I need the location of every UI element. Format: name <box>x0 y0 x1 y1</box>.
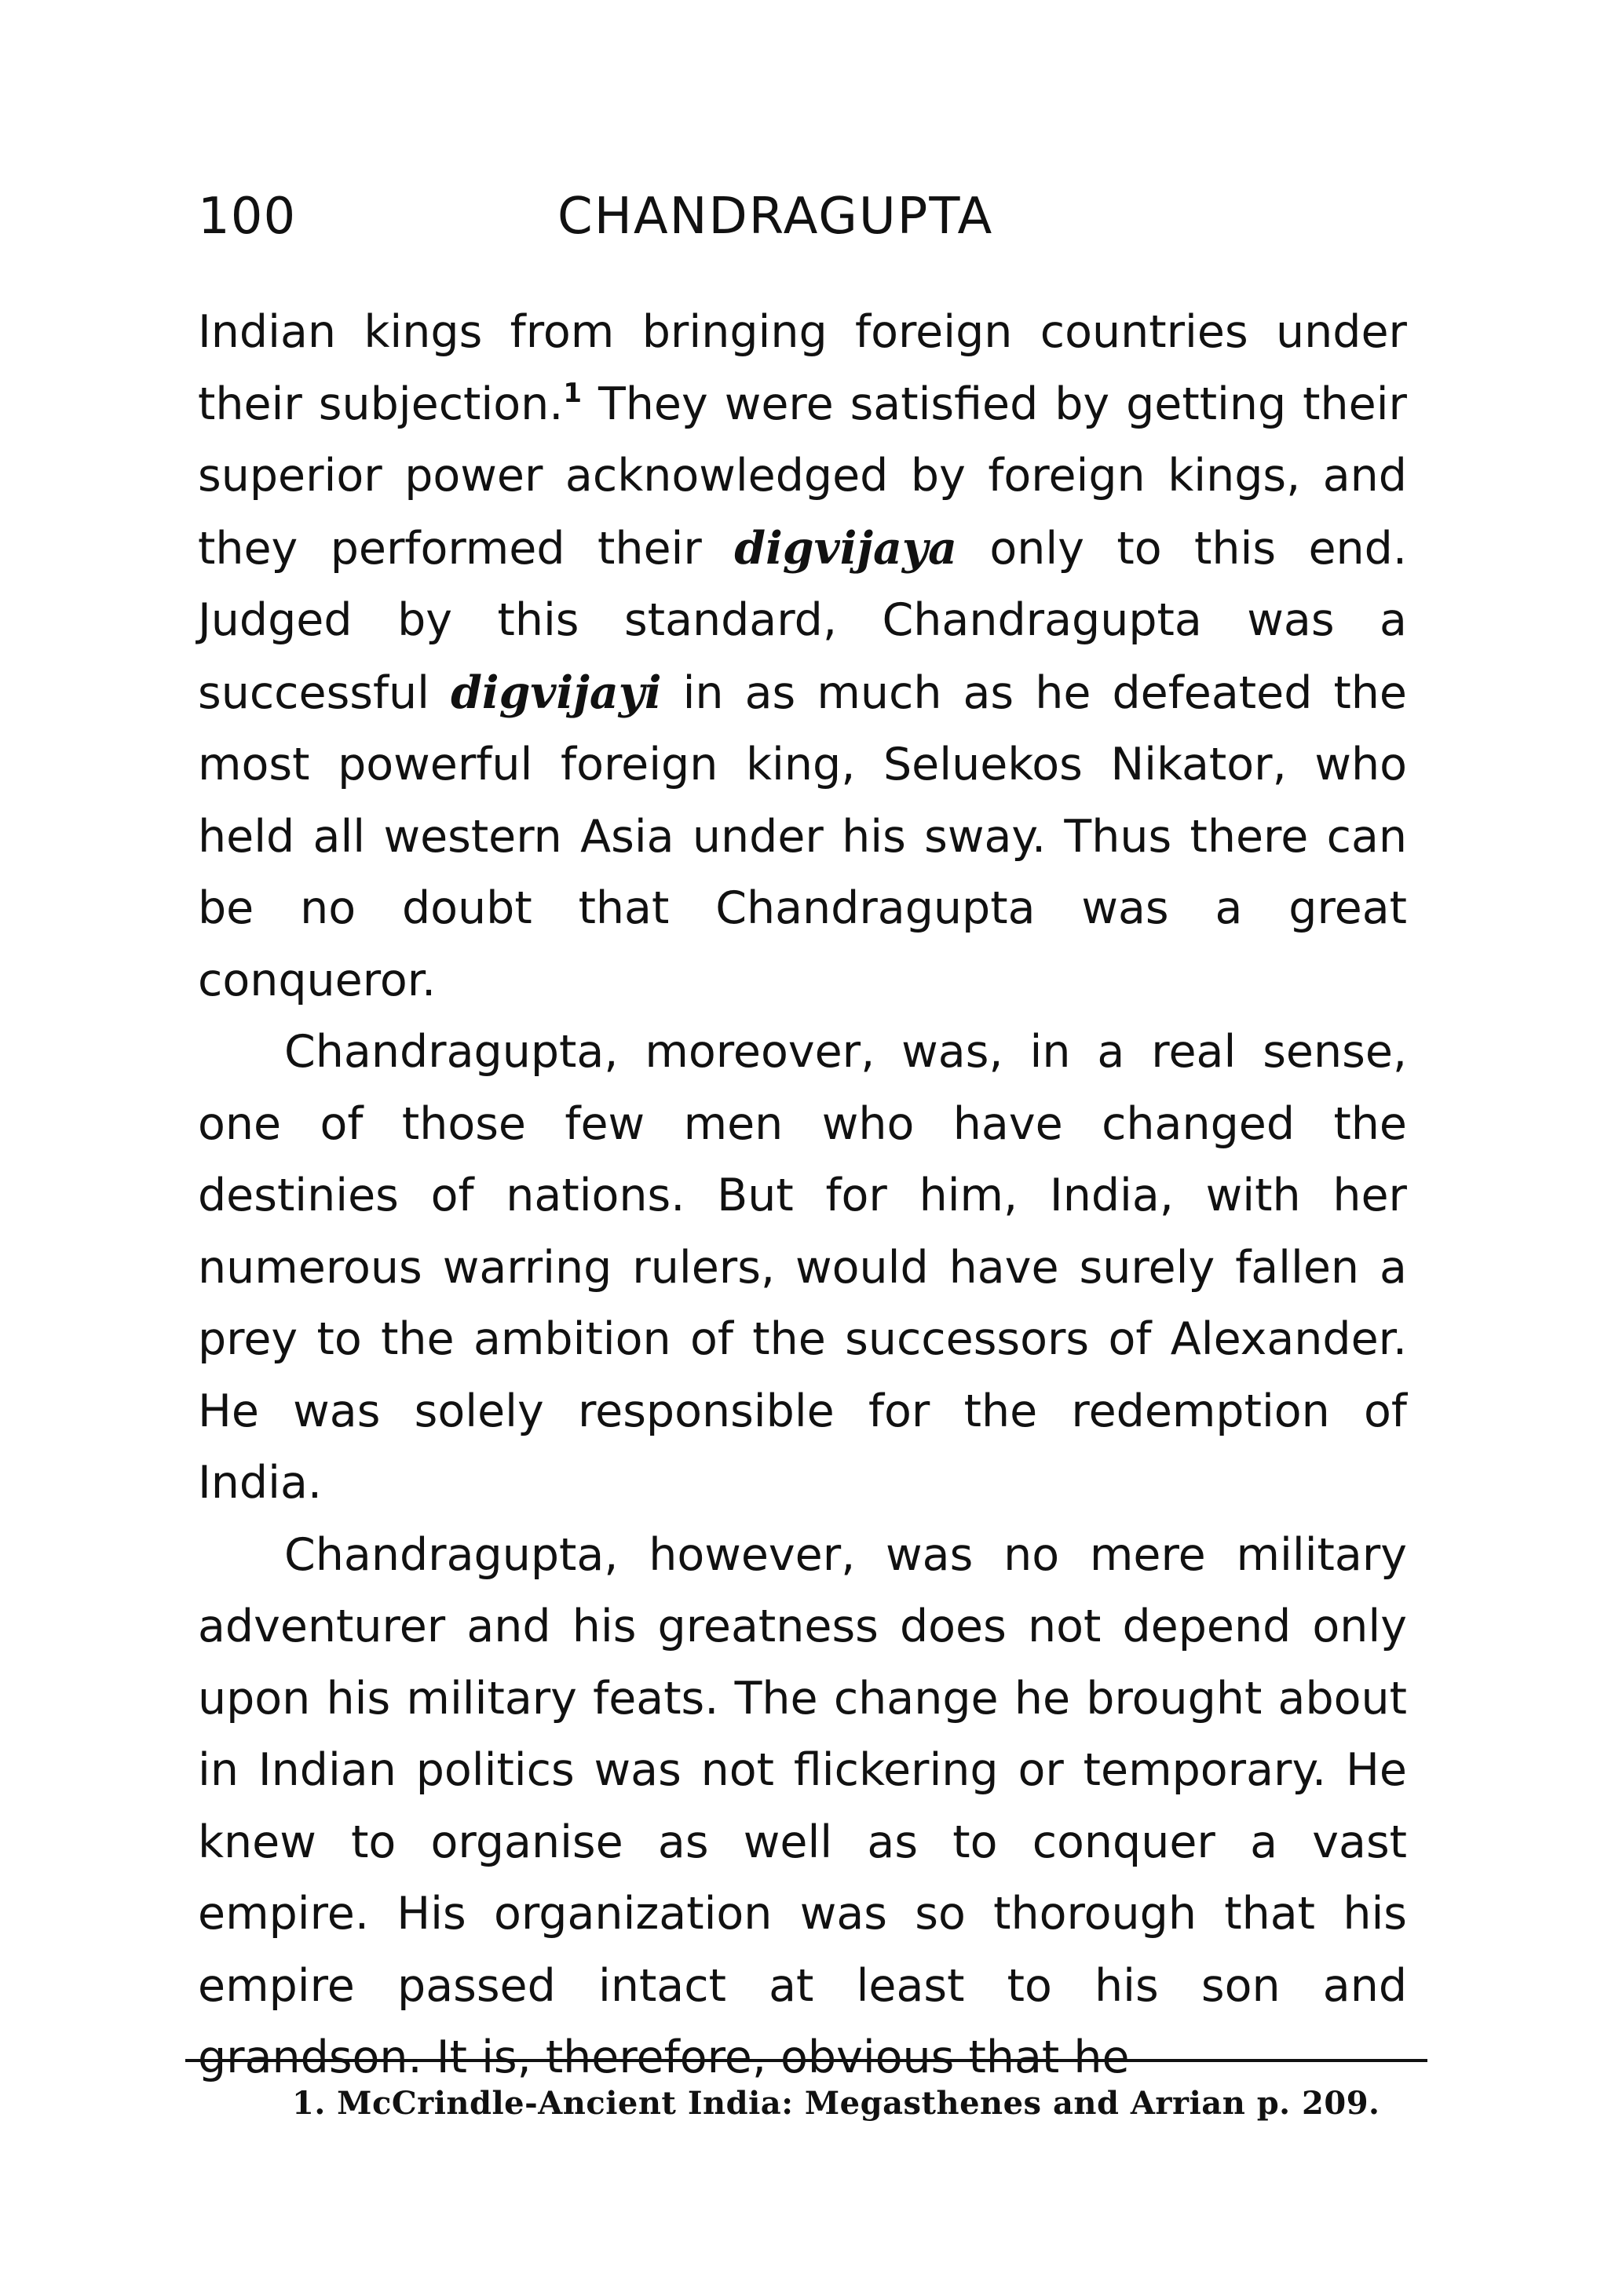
paragraph-1 <box>198 297 1407 1017</box>
page-header <box>198 185 1423 248</box>
emphasized-term-digvijayi: digvijayi <box>451 666 662 719</box>
body-text <box>198 297 1407 2094</box>
paragraph-1-text-a: Indian kings from bringing foreign countries under their subjection. <box>198 306 1407 430</box>
paragraph-1-text-c: only to this end. Judged by this standard, Chandragupta was a successful <box>198 522 1407 719</box>
page-number: 100 <box>198 188 297 246</box>
paragraph-1-text-d: in as much as he defeated the most powerful foreign king, Seluekos Nikator, who held all western Asia under his sway. Thus there can be no doubt that Chandragupta was a great conqueror. <box>198 666 1407 1006</box>
footnote-reference: 1 <box>563 377 583 409</box>
paragraph-1-text-b: They were satisfied by getting their superior power acknowledged by foreign kings, and they performed their <box>198 378 1407 575</box>
footnote: 1. McCrindle-Ancient India: Megasthenes and Arrian p. 209. <box>292 2085 1380 2122</box>
emphasized-term-digvijaya: digvijaya <box>734 521 957 575</box>
paragraph-3: Chandragupta, however, was no mere military adventurer and his greatness does not depend only upon his military feats. The change he brought about in Indian politics was not flickering or temporary. He knew to organise as well as to conquer a vast empire. His organization was so thorough that his empire passed intact at least to his son and grandson. It is, therefore, obvious that he <box>198 1528 1407 2083</box>
footnote-divider <box>185 2059 1427 2062</box>
running-head: CHANDRAGUPTA <box>557 188 994 246</box>
paragraph-2: Chandragupta, moreover, was, in a real sense, one of those few men who have changed the destinies of nations. But for him, India, with her numerous warring rulers, would have surely fallen a prey to the ambition of the successors of Alexander. He was solely responsible for the redemption of India. <box>198 1026 1407 1509</box>
